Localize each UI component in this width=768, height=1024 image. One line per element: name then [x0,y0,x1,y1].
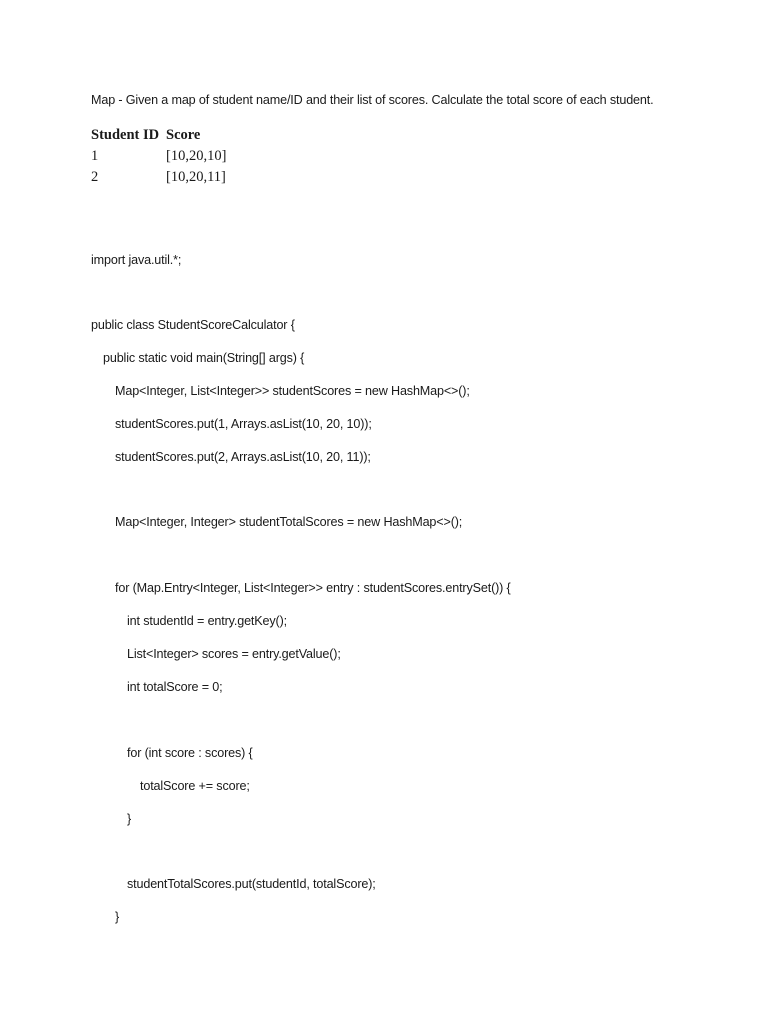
cell-student-id: 1 [91,148,99,164]
header-student-id: Student ID [91,127,160,143]
table-row [91,146,256,167]
code-line: List<Integer> scores = entry.getValue(); [127,647,341,661]
table-header-row [91,125,256,146]
code-line: Map<Integer, Integer> studentTotalScores = new HashMap<>(); [115,515,463,529]
cell-student-id: 2 [91,169,99,185]
code-line: int totalScore = 0; [127,680,223,694]
code-line: studentScores.put(1, Arrays.asList(10, 20, 10)); [115,417,372,431]
code-line: int studentId = entry.getKey(); [127,614,287,628]
code-line: public static void main(String[] args) { [103,351,305,365]
table-row [91,167,256,188]
cell-score: [10,20,10] [166,148,227,164]
code-line: studentTotalScores.put(studentId, totalScore); [127,877,376,891]
code-line: Map<Integer, List<Integer>> studentScores = new HashMap<>(); [115,384,470,398]
cell-score: [10,20,11] [166,169,226,185]
header-score: Score [166,127,201,143]
code-line: totalScore += score; [140,779,250,793]
student-score-table [91,125,256,188]
code-line: } [115,910,120,924]
code-line: for (Map.Entry<Integer, List<Integer>> entry : studentScores.entrySet()) { [115,581,511,595]
problem-statement: Map - Given a map of student name/ID and their list of scores. Calculate the total score of each student. [91,93,654,107]
code-line: public class StudentScoreCalculator { [91,318,295,332]
code-line: } [127,812,132,826]
code-line: studentScores.put(2, Arrays.asList(10, 20, 11)); [115,450,371,464]
code-line: import java.util.*; [91,253,182,267]
code-line: for (int score : scores) { [127,746,253,760]
